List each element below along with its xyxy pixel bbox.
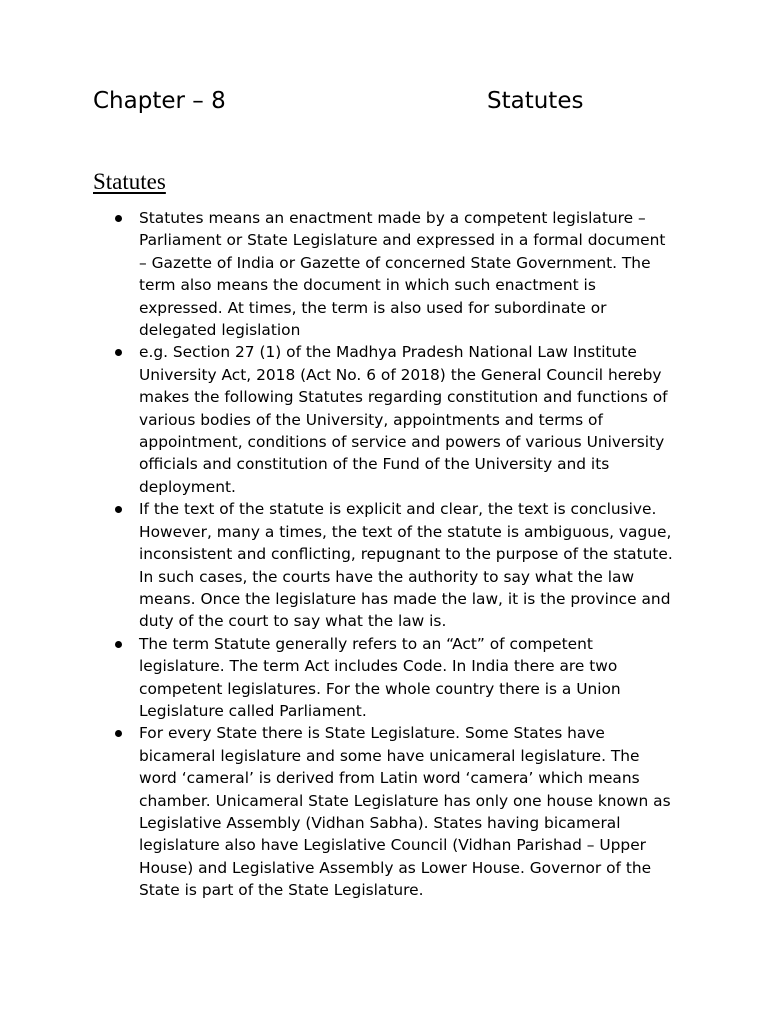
bullet-text: Statutes means an enactment made by a competent legislature – Parliament or State Legislature and expressed in a formal document – Gazette of India or Gazette of concerned State Government. The term also means the document in which such enactment is expressed. At times, the term is also used for subordinate or delegated legislation: [139, 209, 666, 340]
chapter-label: Chapter – 8: [93, 88, 226, 114]
bullet-text: For every State there is State Legislature. Some States have bicameral legislature and some have unicameral legislature. The word ‘cameral’ is derived from Latin word ‘camera’ which means chamber. Unicameral State Legislature has only one house known as Legislative Assembly (Vidhan Sabha). States having bicameral legislature also have Legislative Council (Vidhan Parishad – Upper House) and Legislative Assembly as Lower House. Governor of the State is part of the State Legislature.: [139, 724, 671, 900]
bullet-icon: [115, 215, 122, 222]
section-heading: Statutes: [93, 169, 166, 194]
bullet-text: The term Statute generally refers to an “Act” of competent legislature. The term Act includes Code. In India there are two competent legislatures. For the whole country there is a Union Legislature called Parliament.: [139, 634, 621, 720]
bullet-text: If the text of the statute is explicit and clear, the text is conclusive. However, many a times, the text of the statute is ambiguous, vague, inconsistent and conflicting, repugnant to the purpose of the statute. In such cases, the courts have the authority to say what the law means. Once the legislature has made the law, it is the province and duty of the court to say what the law is.: [139, 500, 673, 631]
bullet-icon: [115, 349, 122, 356]
bullet-icon: [115, 641, 122, 648]
list-item: [93, 633, 673, 723]
list-item: [93, 207, 673, 341]
bullet-list: [93, 207, 673, 902]
bullet-icon: [115, 506, 122, 513]
bullet-text: e.g. Section 27 (1) of the Madhya Pradesh National Law Institute University Act, 2018 (Act No. 6 of 2018) the General Council hereby makes the following Statutes regarding constitution and functions of various bodies of the University, appointments and terms of appointment, conditions of service and powers of various University officials and constitution of the Fund of the University and its deployment.: [139, 343, 668, 496]
chapter-heading: [93, 86, 613, 118]
list-item: [93, 722, 673, 901]
list-item: [93, 341, 673, 498]
list-item: [93, 498, 673, 632]
chapter-title: Statutes: [487, 88, 584, 114]
bullet-icon: [115, 730, 122, 737]
